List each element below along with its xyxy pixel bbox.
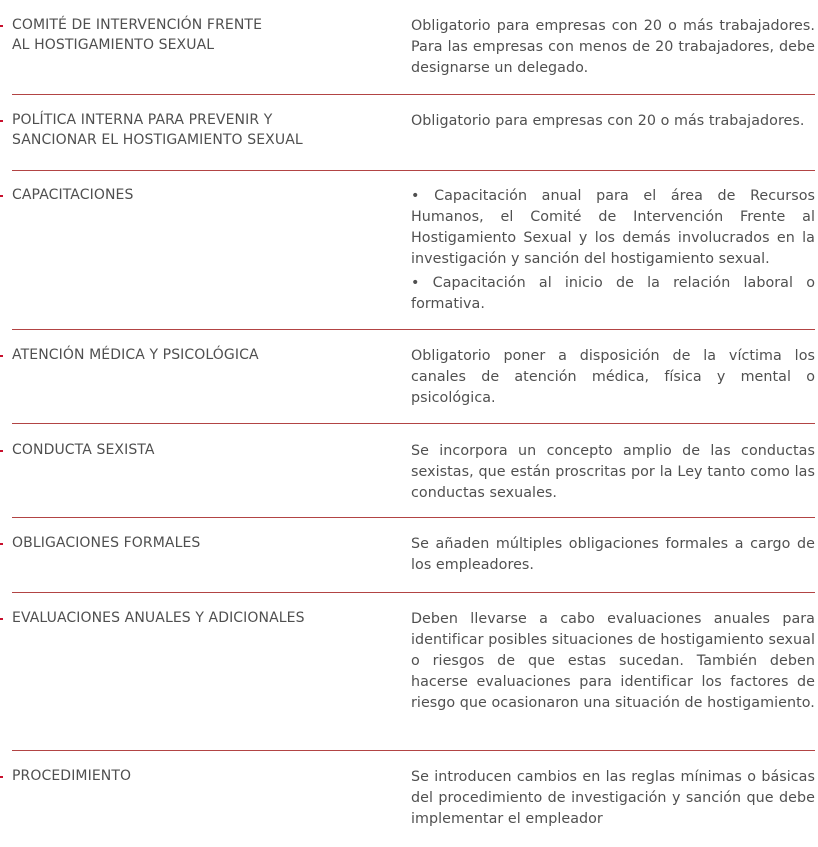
row-description [411, 111, 815, 132]
row-description [411, 534, 815, 576]
row-label [12, 110, 332, 150]
row-label-line: COMITÉ DE INTERVENCIÓN FRENTE [12, 17, 263, 33]
row-description-paragraph: • Capacitación al inicio de la relación laboral o formativa. [411, 275, 815, 312]
row-divider [12, 329, 815, 330]
row-description [411, 16, 815, 79]
row-description [411, 346, 815, 409]
row-divider [12, 592, 815, 593]
row-divider [12, 750, 815, 751]
row-description [411, 609, 815, 714]
row-marker [0, 25, 3, 27]
row-marker [0, 355, 3, 357]
row-description-paragraph: Se añaden múltiples obligaciones formales a cargo de los empleadores. [411, 536, 815, 573]
row-description-paragraph: Obligatorio poner a disposición de la víctima los canales de atención médica, física y mental o psicológica. [411, 348, 815, 406]
row-description-paragraph: Se incorpora un concepto amplio de las conductas sexistas, que están proscritas por la Ley tanto como las conductas sexuales. [411, 443, 815, 501]
row-label-line: CAPACITACIONES [12, 187, 134, 203]
row-divider [12, 170, 815, 171]
row-label-line: ATENCIÓN MÉDICA Y PSICOLÓGICA [12, 347, 259, 363]
row-label [12, 766, 332, 786]
row-label-line: EVALUACIONES ANUALES Y ADICIONALES [12, 610, 305, 626]
row-label-line: CONDUCTA SEXISTA [12, 442, 155, 458]
row-label-line: AL HOSTIGAMIENTO SEXUAL [12, 37, 215, 53]
row-divider [12, 94, 815, 95]
row-description [411, 186, 815, 315]
row-label-line: POLÍTICA INTERNA PARA PREVENIR Y [12, 112, 273, 128]
row-label [12, 15, 332, 55]
row-marker [0, 195, 3, 197]
row-label-line: PROCEDIMIENTO [12, 768, 132, 784]
row-label-line: OBLIGACIONES FORMALES [12, 535, 201, 551]
row-marker [0, 450, 3, 452]
row-label [12, 533, 332, 553]
row-marker [0, 618, 3, 620]
row-label [12, 608, 332, 628]
row-marker [0, 776, 3, 778]
row-description-paragraph: Obligatorio para empresas con 20 o más trabajadores. [411, 113, 805, 129]
row-description [411, 441, 815, 504]
row-divider [12, 517, 815, 518]
row-label-line: SANCIONAR EL HOSTIGAMIENTO SEXUAL [12, 132, 303, 148]
row-description-paragraph: • Capacitación anual para el área de Recursos Humanos, el Comité de Intervención Frente al Hostigamiento Sexual y los demás involucrados en la investigación y sanción del hostigamiento sexual. [411, 188, 815, 267]
row-description-paragraph: Se introducen cambios en las reglas mínimas o básicas del procedimiento de investigación y sanción que debe implementar el empleador [411, 769, 815, 827]
row-marker [0, 543, 3, 545]
row-divider [12, 423, 815, 424]
row-description [411, 767, 815, 830]
row-label [12, 345, 332, 365]
row-label [12, 185, 332, 205]
row-label [12, 440, 332, 460]
row-description-paragraph: Obligatorio para empresas con 20 o más trabajadores. Para las empresas con menos de 20 trabajadores, debe designarse un delegado. [411, 18, 815, 76]
row-marker [0, 120, 3, 122]
row-description-paragraph: Deben llevarse a cabo evaluaciones anuales para identificar posibles situaciones de hostigamiento sexual o riesgos de que estas sucedan. También deben hacerse evaluaciones para identificar los factores de riesgo que ocasionaron una situación de hostigamiento. [411, 611, 815, 711]
